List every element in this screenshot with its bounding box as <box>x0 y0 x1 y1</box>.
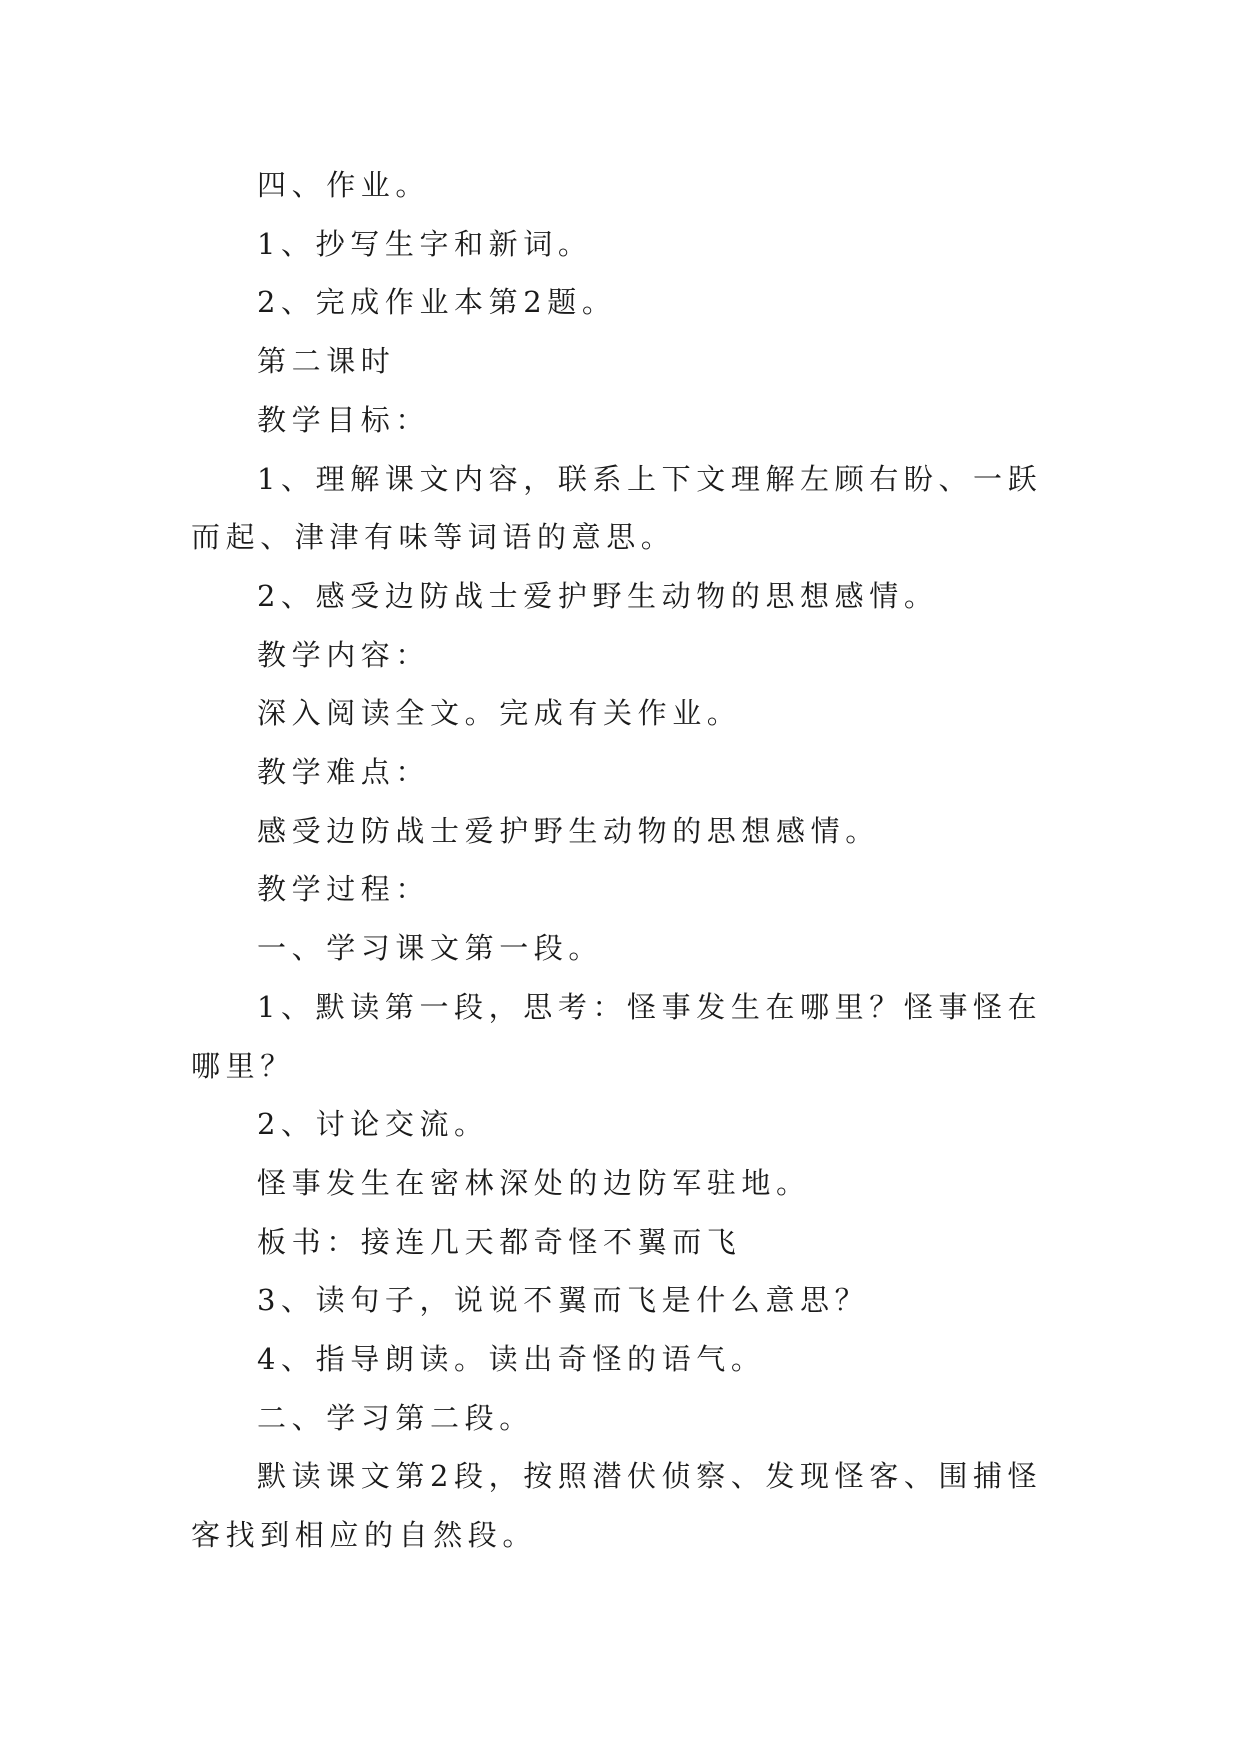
paragraph-section-1-step-2: 2、讨论交流。 <box>257 1107 489 1142</box>
paragraph-goal-2: 2、感受边防战士爱护野生动物的思想感情。 <box>257 578 939 613</box>
paragraph-difficulty: 感受边防战士爱护野生动物的思想感情。 <box>257 813 880 848</box>
document-body <box>191 156 1051 1565</box>
paragraph-section-1-step-1: 1、默读第一段，思考：怪事发生在哪里？怪事怪在哪里？ <box>191 989 1043 1083</box>
paragraph-blackboard: 板书：接连几天都奇怪不翼而飞 <box>257 1224 742 1259</box>
paragraph-section-1-step-4: 4、指导朗读。读出奇怪的语气。 <box>257 1342 766 1377</box>
paragraph-goal-1: 1、理解课文内容，联系上下文理解左顾右盼、一跃而起、津津有味等词语的意思。 <box>191 461 1043 555</box>
paragraph-homework-2: 2、完成作业本第2题。 <box>257 285 617 320</box>
paragraph-content-heading: 教学内容： <box>257 637 431 672</box>
paragraph-content: 深入阅读全文。完成有关作业。 <box>257 696 742 731</box>
paragraph-lesson-heading: 第二课时 <box>257 344 396 379</box>
paragraph-section-1-step-3: 3、读句子，说说不翼而飞是什么意思？ <box>257 1283 870 1318</box>
paragraph-difficulty-heading: 教学难点： <box>257 755 431 790</box>
paragraph-section-1-answer: 怪事发生在密林深处的边防军驻地。 <box>257 1165 811 1200</box>
paragraph-section-2-task: 默读课文第2段，按照潜伏侦察、发现怪客、围捕怪客找到相应的自然段。 <box>191 1459 1043 1553</box>
paragraph-goals-heading: 教学目标： <box>257 402 431 437</box>
paragraph-section-1-heading: 一、学习课文第一段。 <box>257 931 604 966</box>
paragraph-homework-1: 1、抄写生字和新词。 <box>257 226 593 261</box>
paragraph-process-heading: 教学过程： <box>257 872 431 907</box>
paragraph-homework-heading: 四、作业。 <box>257 168 431 202</box>
paragraph-section-2-heading: 二、学习第二段。 <box>257 1400 534 1435</box>
